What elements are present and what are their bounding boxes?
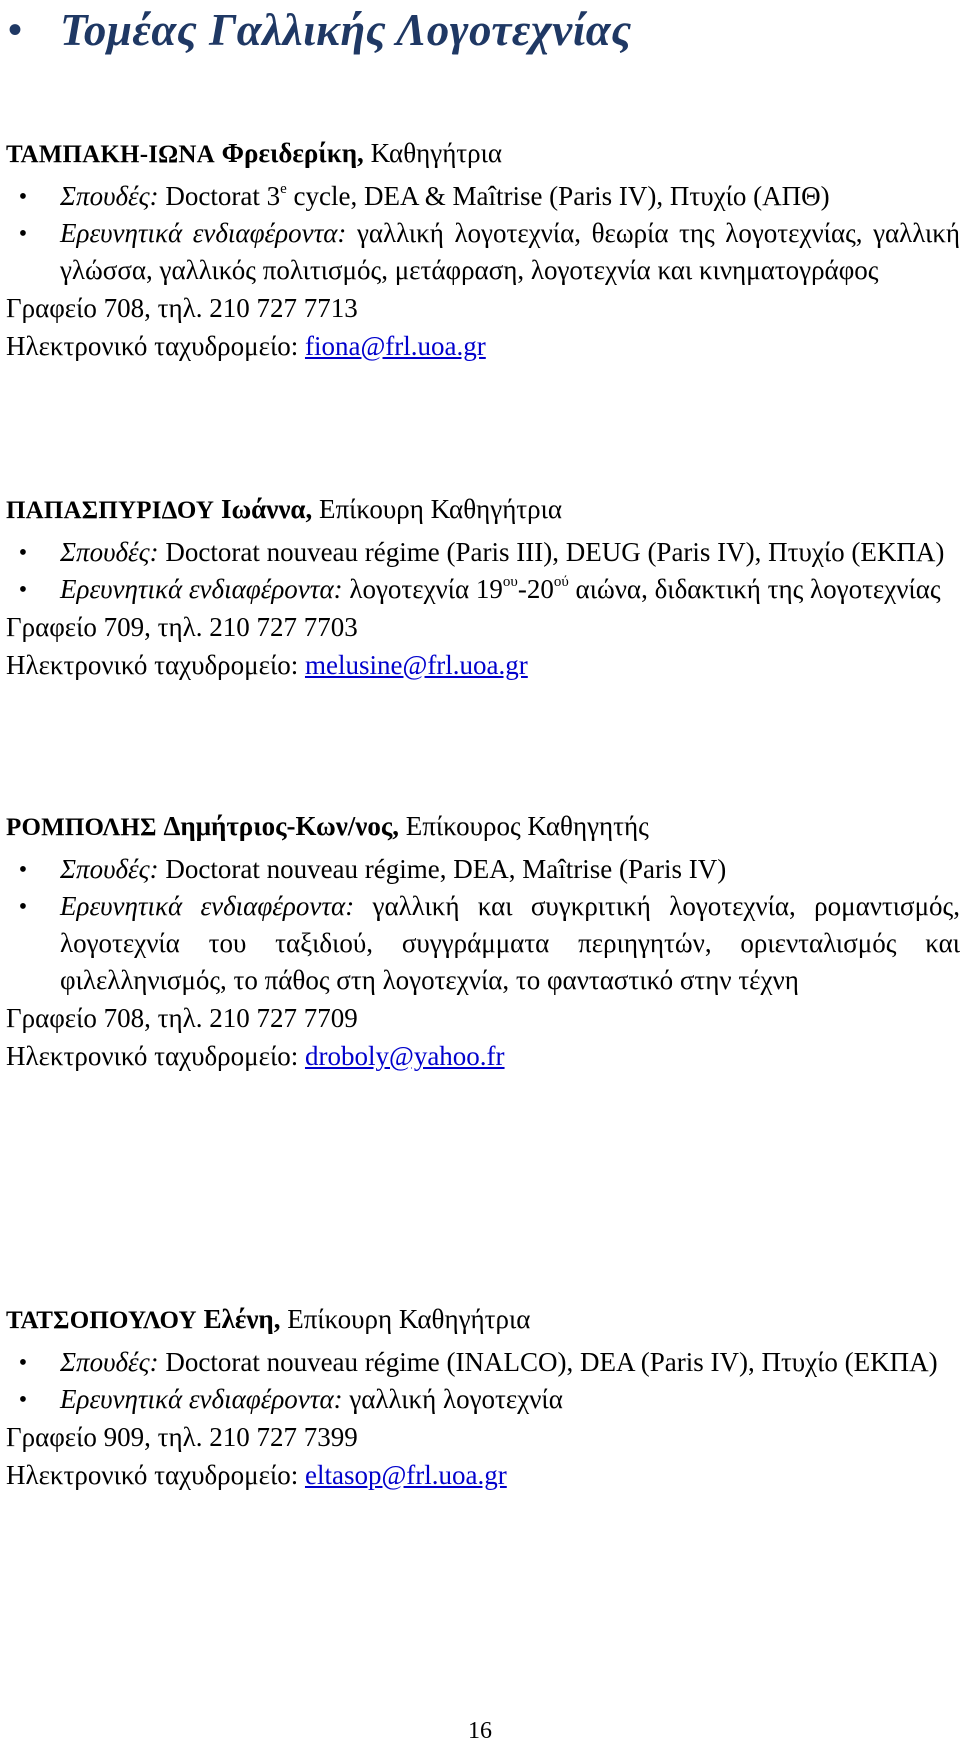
faculty-given-name: Δημήτριος-Κων/νος, [163,811,399,841]
email-label: Ηλεκτρονικό ταχυδρομείο: [6,650,299,680]
faculty-rank: Επίκουρος Καθηγητής [405,811,649,841]
faculty-name-line [6,134,958,172]
research-superscript-1: ου [502,574,518,590]
studies-text: Doctorat nouveau régime (INALCO), DEA (Paris IV), Πτυχίο (ΕΚΠΑ) [165,1347,938,1377]
research-text-start: λογοτεχνία 19 [349,574,503,604]
research-text: γαλλική και συγκριτική λογοτεχνία, ρομαντισμός, λογοτεχνία του ταξιδιού, συγγράμματα περιηγητών, οριενταλισμός και φιλελληνισμός, το πάθος στη λογοτεχνία, το φανταστικό στην τέχνη [60,891,960,995]
section-title: Τομέας Γαλλικής Λογοτεχνίας [60,5,632,55]
email-line [6,327,958,365]
studies-text: Doctorat nouveau régime, DEA, Maîtrise (Paris IV) [165,854,727,884]
studies-item [6,1344,960,1381]
faculty-name-line [6,1300,958,1338]
email-line [6,1037,958,1075]
bullet-icon: • [18,221,28,247]
studies-label: Σπουδές: [60,181,159,211]
studies-item [6,178,960,215]
faculty-entry-papaspyridou [6,490,958,684]
faculty-entry-rompolis [6,807,958,1075]
research-item [6,215,960,289]
studies-label: Σπουδές: [60,1347,159,1377]
research-item [6,888,960,999]
email-label: Ηλεκτρονικό ταχυδρομείο: [6,331,299,361]
research-text: γαλλική λογοτεχνία [349,1384,563,1414]
faculty-given-name: Ελένη, [203,1304,281,1334]
studies-label: Σπουδές: [60,537,159,567]
faculty-rank: Επίκουρη Καθηγήτρια [287,1304,531,1334]
email-line [6,1456,958,1494]
research-label: Ερευνητικά ενδιαφέροντα: [60,574,343,604]
section-heading [8,0,948,60]
research-label: Ερευνητικά ενδιαφέροντα: [60,218,347,248]
bullet-icon: • [18,857,28,883]
office-phone: Γραφείο 708, τηλ. 210 727 7713 [6,293,358,323]
email-link[interactable]: eltasop@frl.uoa.gr [304,1460,507,1490]
heading-bullet: • [8,7,23,52]
research-label: Ερευνητικά ενδιαφέροντα: [60,891,355,921]
bullet-icon: • [18,1350,28,1376]
studies-text-start: Doctorat 3 [165,181,281,211]
office-phone: Γραφείο 708, τηλ. 210 727 7709 [6,1003,358,1033]
research-item [6,1381,960,1418]
office-phone: Γραφείο 909, τηλ. 210 727 7399 [6,1422,358,1452]
faculty-rank: Επίκουρη Καθηγήτρια [318,494,563,524]
bullet-icon: • [18,577,28,603]
faculty-name-line [6,807,958,845]
office-phone: Γραφείο 709, τηλ. 210 727 7703 [6,612,358,642]
email-label: Ηλεκτρονικό ταχυδρομείο: [6,1460,299,1490]
faculty-surname: ΠΑΠΑΣΠΥΡΙΔΟΥ [6,497,215,524]
email-link[interactable]: melusine@frl.uoa.gr [304,650,528,680]
faculty-surname: ΤΑΜΠΑΚΗ-ΙΩΝΑ [6,141,215,168]
studies-text: Doctorat nouveau régime (Paris III), DEUG (Paris IV), Πτυχίο (ΕΚΠΑ) [165,537,945,567]
faculty-given-name: Φρειδερίκη, [221,138,364,168]
studies-text-end: cycle, DEA & Maîtrise (Paris IV), Πτυχίο (ΑΠΘ) [293,181,830,211]
research-text-middle: -20 [517,574,554,604]
faculty-surname: ΡΟΜΠΟΛΗΣ [6,814,157,841]
bullet-icon: • [18,894,28,920]
research-superscript-2: ού [553,574,569,590]
studies-superscript: e [280,181,287,197]
research-label: Ερευνητικά ενδιαφέροντα: [60,1384,343,1414]
bullet-icon: • [18,540,28,566]
faculty-given-name: Ιωάννα, [220,494,313,524]
email-link[interactable]: droboly@yahoo.fr [304,1041,505,1071]
email-line [6,646,958,684]
research-text-end: αιώνα, διδακτική της λογοτεχνίας [575,574,941,604]
studies-item [6,534,960,571]
faculty-entry-tatsopoulou [6,1300,958,1494]
email-label: Ηλεκτρονικό ταχυδρομείο: [6,1041,299,1071]
faculty-surname: ΤΑΤΣΟΠΟΥΛΟΥ [6,1307,197,1334]
page-number: 16 [468,1718,492,1744]
research-text: γαλλική λογοτεχνία, θεωρία της λογοτεχνίας, γαλλική γλώσσα, γαλλικός πολιτισμός, μετάφραση, λογοτεχνία και κινηματογράφος [60,218,960,285]
studies-item [6,851,960,888]
bullet-icon: • [18,184,28,210]
faculty-name-line [6,490,958,528]
studies-label: Σπουδές: [60,854,159,884]
email-link[interactable]: fiona@frl.uoa.gr [304,331,486,361]
bullet-icon: • [18,1387,28,1413]
faculty-rank: Καθηγήτρια [370,138,503,168]
research-item [6,571,960,608]
faculty-entry-tampaki [6,134,958,365]
